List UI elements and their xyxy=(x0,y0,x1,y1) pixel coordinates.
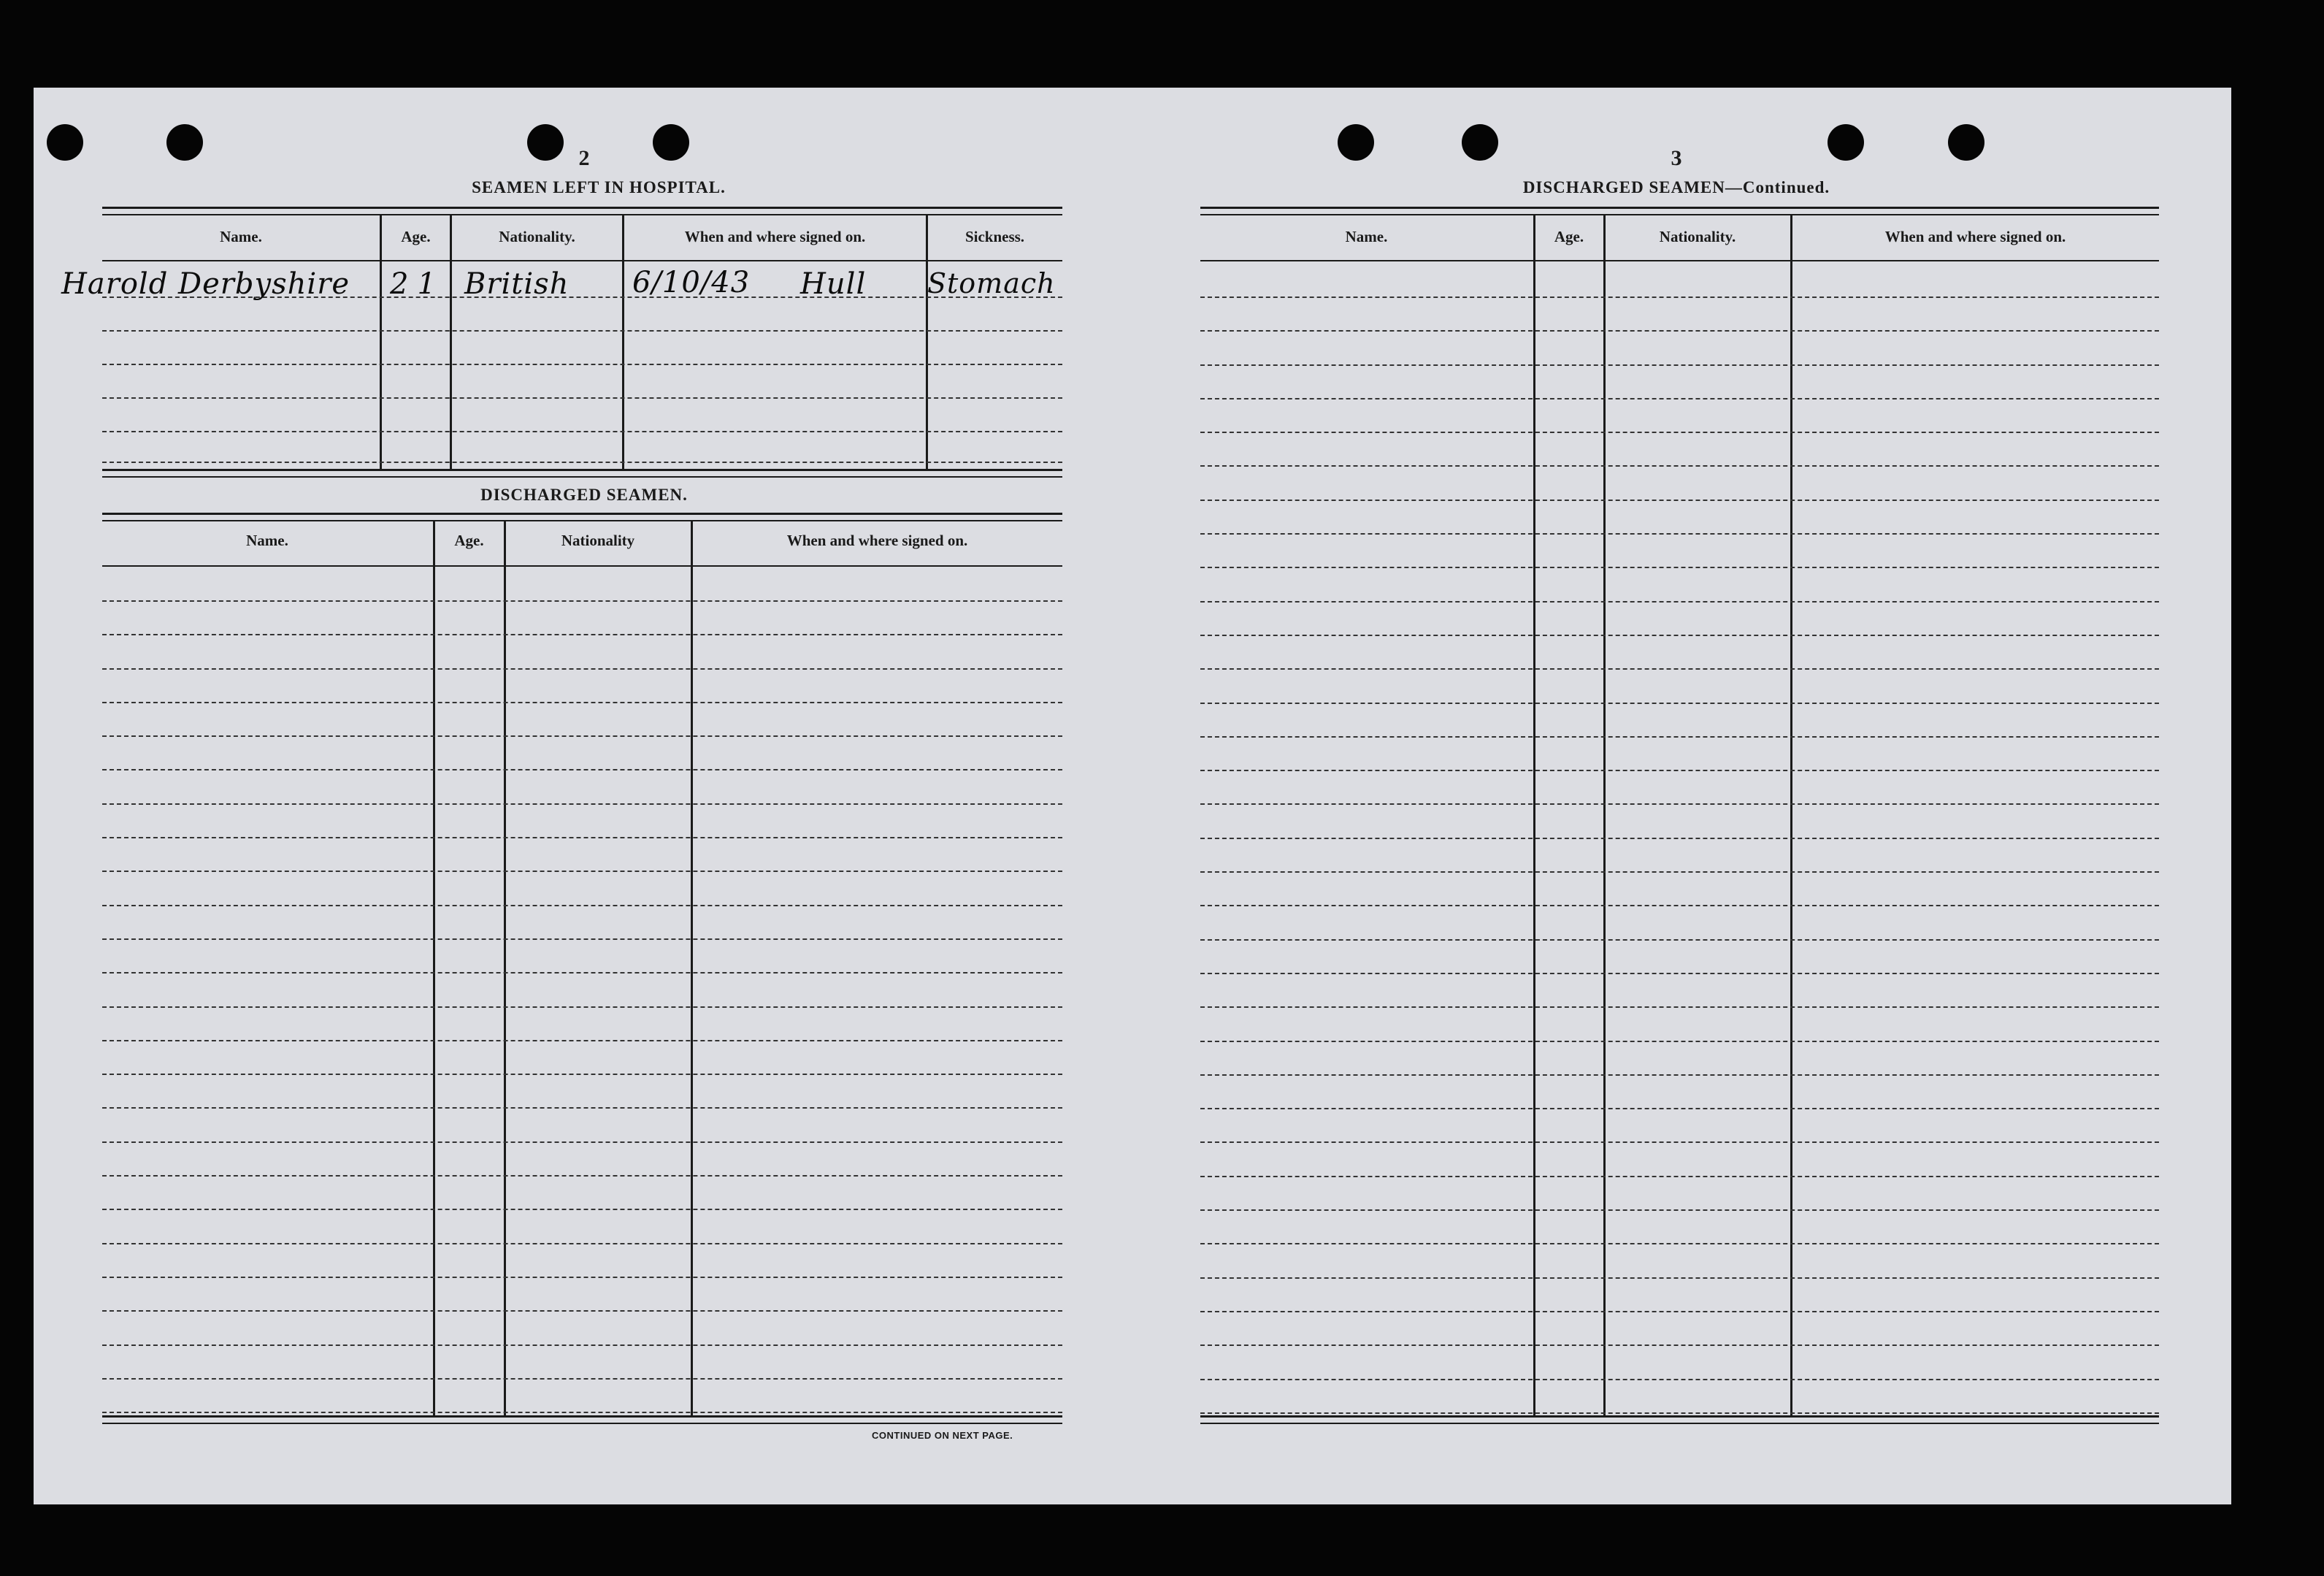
right-header-nationality: Nationality. xyxy=(1659,228,1736,245)
right-header-age: Age. xyxy=(1554,228,1584,245)
hospital-row-line xyxy=(102,330,1062,332)
form-row-line xyxy=(102,702,1062,703)
form-row-line xyxy=(1200,1041,2159,1042)
hospital-bottom-rule-2 xyxy=(102,476,1062,478)
form-row-line xyxy=(1200,1006,2159,1008)
form-row-line xyxy=(1200,364,2159,366)
discharged-top-rule xyxy=(102,513,1062,515)
form-row-line xyxy=(1200,736,2159,738)
discharged-bottom-rule-2 xyxy=(102,1423,1062,1424)
hospital-top-rule-2 xyxy=(102,214,1062,215)
form-row-line xyxy=(102,938,1062,940)
hospital-bottom-rule xyxy=(102,469,1062,471)
right-top-rule-2 xyxy=(1200,214,2159,215)
right-col-divider xyxy=(1790,215,1792,1415)
right-col-divider xyxy=(1533,215,1535,1415)
form-row-line xyxy=(102,1344,1062,1346)
form-row-line xyxy=(102,1412,1062,1413)
form-row-line xyxy=(102,972,1062,973)
form-row-line xyxy=(1200,500,2159,501)
form-row-line xyxy=(102,1209,1062,1210)
form-row-line xyxy=(102,1175,1062,1177)
punch-hole xyxy=(47,124,83,161)
hospital-col-divider xyxy=(380,215,382,471)
form-row-line xyxy=(102,871,1062,872)
form-row-line xyxy=(102,769,1062,770)
hospital-header-age: Age. xyxy=(401,228,431,245)
form-row-line xyxy=(102,837,1062,838)
form-row-line xyxy=(102,1074,1062,1075)
form-row-line xyxy=(1200,567,2159,568)
discharged-header-signed-on: When and where signed on. xyxy=(786,532,968,549)
form-row-line xyxy=(102,803,1062,805)
form-row-line xyxy=(1200,803,2159,805)
document-sheet xyxy=(34,88,2231,1504)
form-row-line xyxy=(102,735,1062,737)
discharged-bottom-rule xyxy=(102,1415,1062,1418)
hospital-row-line xyxy=(102,462,1062,463)
form-row-line xyxy=(102,1006,1062,1008)
form-row-line xyxy=(1200,1311,2159,1312)
hospital-header-sickness: Sickness. xyxy=(965,228,1025,245)
punch-hole xyxy=(1948,124,1984,161)
hospital-entry-date: 6/10/43 xyxy=(632,266,751,299)
punch-hole xyxy=(166,124,203,161)
form-row-line xyxy=(102,905,1062,906)
punch-hole xyxy=(1462,124,1498,161)
form-row-line xyxy=(1200,330,2159,332)
hospital-row-line xyxy=(102,364,1062,365)
hospital-row-line xyxy=(102,431,1062,432)
discharged-col-divider xyxy=(691,521,693,1415)
form-row-line xyxy=(1200,770,2159,771)
form-row-line xyxy=(1200,905,2159,906)
discharged-section-title: DISCHARGED SEAMEN. xyxy=(480,486,688,504)
punch-hole xyxy=(653,124,689,161)
form-row-line xyxy=(1200,1379,2159,1380)
hospital-entry-name: Harold Derbyshire xyxy=(61,267,350,301)
hospital-header-underline xyxy=(102,260,1062,261)
form-row-line xyxy=(102,1378,1062,1380)
form-row-line xyxy=(1200,1344,2159,1346)
form-row-line xyxy=(102,1243,1062,1244)
hospital-col-divider xyxy=(926,215,928,471)
discharged-col-divider xyxy=(433,521,435,1415)
punch-hole xyxy=(1828,124,1864,161)
punch-hole xyxy=(1338,124,1374,161)
form-row-line xyxy=(1200,668,2159,670)
hospital-header-name: Name. xyxy=(220,228,262,245)
form-row-line xyxy=(1200,1108,2159,1109)
right-top-rule xyxy=(1200,207,2159,209)
form-row-line xyxy=(1200,601,2159,603)
discharged-header-underline xyxy=(102,565,1062,567)
hospital-top-rule xyxy=(102,207,1062,209)
form-row-line xyxy=(1200,398,2159,399)
form-row-line xyxy=(102,668,1062,670)
hospital-header-nationality: Nationality. xyxy=(499,228,575,245)
discharged-header-age: Age. xyxy=(454,532,484,549)
form-row-line xyxy=(102,1310,1062,1312)
form-row-line xyxy=(1200,1074,2159,1076)
form-row-line xyxy=(102,1277,1062,1278)
discharged-top-rule-2 xyxy=(102,520,1062,521)
form-row-line xyxy=(1200,533,2159,535)
discharged-header-nationality: Nationality xyxy=(561,532,635,549)
hospital-row-line xyxy=(102,397,1062,399)
form-row-line xyxy=(1200,1141,2159,1143)
right-header-name: Name. xyxy=(1345,228,1388,245)
form-row-line xyxy=(1200,871,2159,873)
form-row-line xyxy=(102,1040,1062,1041)
discharged-col-divider xyxy=(504,521,506,1415)
right-col-divider xyxy=(1603,215,1606,1415)
form-row-line xyxy=(1200,973,2159,974)
hospital-entry-sickness: Stomach xyxy=(927,267,1056,299)
form-row-line xyxy=(1200,939,2159,941)
hospital-section-title: SEAMEN LEFT IN HOSPITAL. xyxy=(472,178,726,196)
form-row-line xyxy=(102,1107,1062,1109)
right-bottom-rule-2 xyxy=(1200,1423,2159,1424)
page-number-right: 3 xyxy=(1671,146,1682,170)
page-number-left: 2 xyxy=(578,146,590,170)
form-row-line xyxy=(1200,432,2159,433)
form-row-line xyxy=(102,600,1062,602)
hospital-entry-nationality: British xyxy=(464,267,570,301)
hospital-entry-place: Hull xyxy=(800,267,867,301)
right-bottom-rule xyxy=(1200,1415,2159,1418)
hospital-col-divider xyxy=(450,215,452,471)
form-row-line xyxy=(1200,1277,2159,1279)
form-row-line xyxy=(1200,465,2159,467)
form-row-line xyxy=(1200,703,2159,704)
form-row-line xyxy=(102,634,1062,635)
hospital-header-signed-on: When and where signed on. xyxy=(684,228,866,245)
discharged-continued-title: DISCHARGED SEAMEN—Continued. xyxy=(1522,178,1830,196)
form-row-line xyxy=(1200,1176,2159,1177)
form-row-line xyxy=(1200,1243,2159,1244)
discharged-header-name: Name. xyxy=(246,532,288,549)
right-header-signed-on: When and where signed on. xyxy=(1884,228,2066,245)
hospital-col-divider xyxy=(622,215,624,471)
form-row-line xyxy=(1200,1412,2159,1414)
form-row-line xyxy=(1200,297,2159,298)
right-header-underline xyxy=(1200,260,2159,261)
continued-note: CONTINUED ON NEXT PAGE. xyxy=(872,1430,1013,1441)
form-row-line xyxy=(1200,1209,2159,1211)
form-row-line xyxy=(1200,635,2159,636)
hospital-entry-age: 21 xyxy=(390,267,445,301)
form-row-line xyxy=(1200,838,2159,839)
form-row-line xyxy=(102,1141,1062,1143)
